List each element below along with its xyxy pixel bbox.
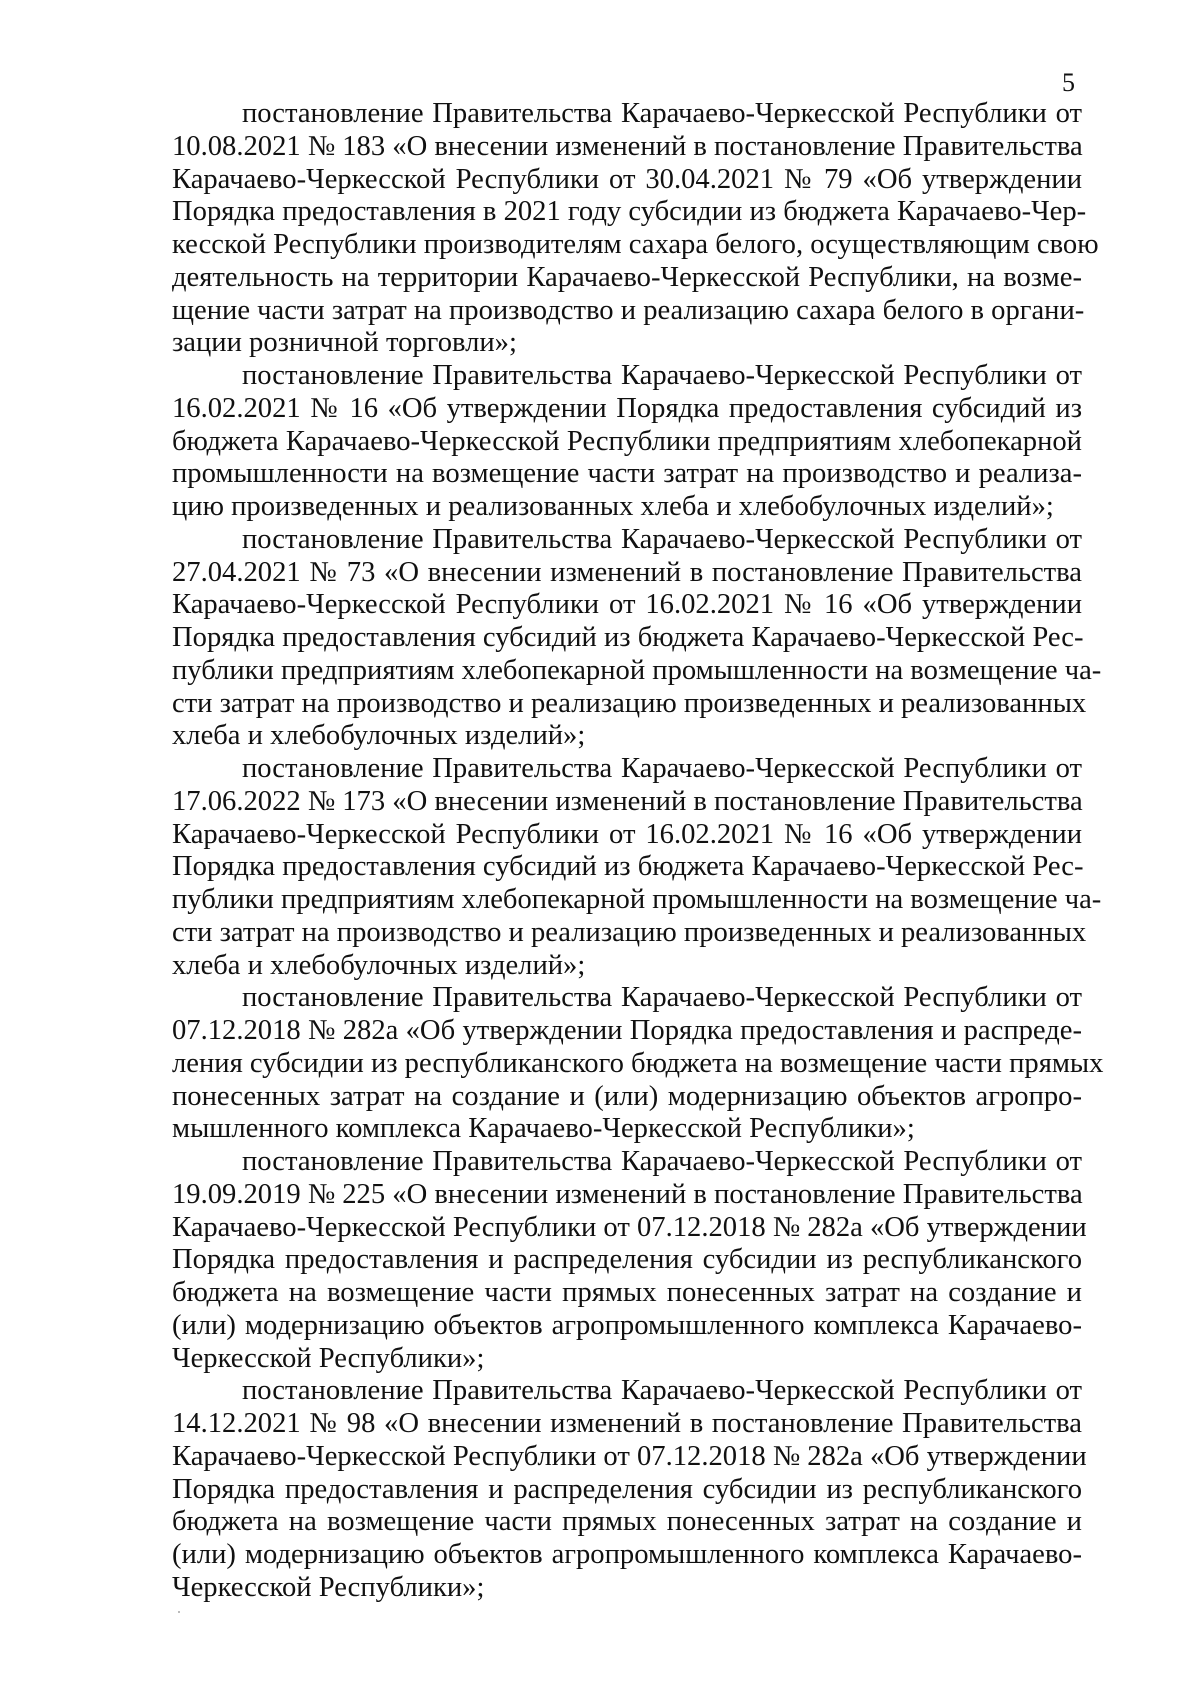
text-line: Карачаево-Черкесской Республики от 16.02.2021 № 16 «Об утверждении [172, 818, 1082, 850]
text-line: сти затрат на производство и реализацию произведенных и реализованных [172, 916, 1087, 948]
text-line: постановление Правительства Карачаево-Черкесской Республики от [242, 523, 1082, 555]
text-line: Порядка предоставления и распределения субсидии из республиканского [172, 1244, 1082, 1276]
text-line: бюджета на возмещение части прямых понесенных затрат на создание и [172, 1506, 1082, 1538]
text-line: бюджета Карачаево-Черкесской Республики предприятиям хлебопекарной [172, 425, 1082, 457]
text-line: 14.12.2021 № 98 «О внесении изменений в постановление Правительства [172, 1408, 1082, 1439]
text-line: хлеба и хлебобулочных изделий»; [172, 949, 586, 981]
text-line: Порядка предоставления субсидий из бюджета Карачаево-Черкесской Рес- [172, 622, 1084, 653]
text-line: публики предприятиям хлебопекарной промышленности на возмещение ча- [172, 654, 1102, 686]
text-line: промышленности на возмещение части затрат на производство и реализа- [172, 458, 1082, 490]
paragraph-3 [172, 523, 1102, 753]
text-line: Карачаево-Черкесской Республики от 30.04.2021 № 79 «Об утверждении [172, 163, 1082, 195]
text-line: 19.09.2019 № 225 «О внесении изменений в постановление Правительства [172, 1178, 1083, 1210]
paragraph-4 [172, 753, 1102, 982]
page-number: 5 [1062, 68, 1075, 97]
text-line: 17.06.2022 № 173 «О внесении изменений в постановление Правительства [172, 785, 1083, 817]
text-line: 10.08.2021 № 183 «О внесении изменений в постановление Правительства [172, 130, 1083, 162]
text-line: Порядка предоставления субсидий из бюджета Карачаево-Черкесской Рес- [172, 851, 1084, 883]
paragraph-2 [172, 360, 1082, 524]
text-line: 07.12.2018 № 282а «Об утверждении Порядка предоставления и распреде- [172, 1015, 1082, 1046]
scan-dot [178, 1611, 180, 1613]
text-line: (или) модернизацию объектов агропромышленного комплекса Карачаево- [172, 1309, 1082, 1341]
text-line: сти затрат на производство и реализацию произведенных и реализованных [172, 687, 1087, 719]
paragraph-1 [172, 98, 1099, 360]
text-line: цию произведенных и реализованных хлеба и хлебобулочных изделий»; [172, 491, 1054, 522]
text-line: 16.02.2021 № 16 «Об утверждении Порядка предоставления субсидий из [172, 392, 1082, 424]
text-line: Порядка предоставления в 2021 году субсидии из бюджета Карачаево-Чер- [172, 196, 1087, 228]
text-line: Карачаево-Черкесской Республики от 16.02.2021 № 16 «Об утверждении [172, 589, 1082, 621]
text-line: постановление Правительства Карачаево-Черкесской Республики от [242, 753, 1082, 784]
text-line: постановление Правительства Карачаево-Черкесской Республики от [242, 982, 1082, 1014]
document-body [172, 98, 1104, 1605]
text-line: (или) модернизацию объектов агропромышленного комплекса Карачаево- [172, 1539, 1082, 1570]
text-line: 27.04.2021 № 73 «О внесении изменений в постановление Правительства [172, 556, 1082, 588]
paragraph-7 [172, 1375, 1087, 1604]
text-line: Черкесской Республики»; [172, 1342, 485, 1374]
text-line: постановление Правительства Карачаево-Черкесской Республики от [242, 1375, 1082, 1407]
text-line: щение части затрат на производство и реализацию сахара белого в органи- [172, 294, 1085, 326]
text-line: бюджета на возмещение части прямых понесенных затрат на создание и [172, 1277, 1082, 1308]
text-line: хлеба и хлебобулочных изделий»; [172, 720, 586, 752]
paragraph-6 [172, 1146, 1087, 1375]
text-line: постановление Правительства Карачаево-Черкесской Республики от [242, 1146, 1082, 1177]
text-line: Черкесской Республики»; [172, 1571, 485, 1603]
text-line: Карачаево-Черкесской Республики от 07.12.2018 № 282а «Об утверждении [172, 1440, 1087, 1472]
text-line: постановление Правительства Карачаево-Черкесской Республики от [242, 98, 1082, 129]
text-line: кесской Республики производителям сахара белого, осуществляющим свою [172, 229, 1099, 260]
text-line: Порядка предоставления и распределения субсидии из республиканского [172, 1473, 1082, 1505]
text-line: ления субсидии из республиканского бюджета на возмещение части прямых [172, 1047, 1104, 1079]
text-line: мышленного комплекса Карачаево-Черкесской Республики»; [172, 1113, 915, 1145]
text-line: деятельность на территории Карачаево-Черкесской Республики, на возме- [172, 261, 1082, 293]
text-line: зации розничной торговли»; [172, 327, 517, 359]
text-line: публики предприятиям хлебопекарной промышленности на возмещение ча- [172, 884, 1102, 915]
text-line: понесенных затрат на создание и (или) модернизацию объектов агропро- [172, 1080, 1082, 1112]
text-line: Карачаево-Черкесской Республики от 07.12.2018 № 282а «Об утверждении [172, 1211, 1087, 1243]
paragraph-5 [172, 982, 1104, 1146]
text-line: постановление Правительства Карачаево-Черкесской Республики от [242, 360, 1082, 391]
